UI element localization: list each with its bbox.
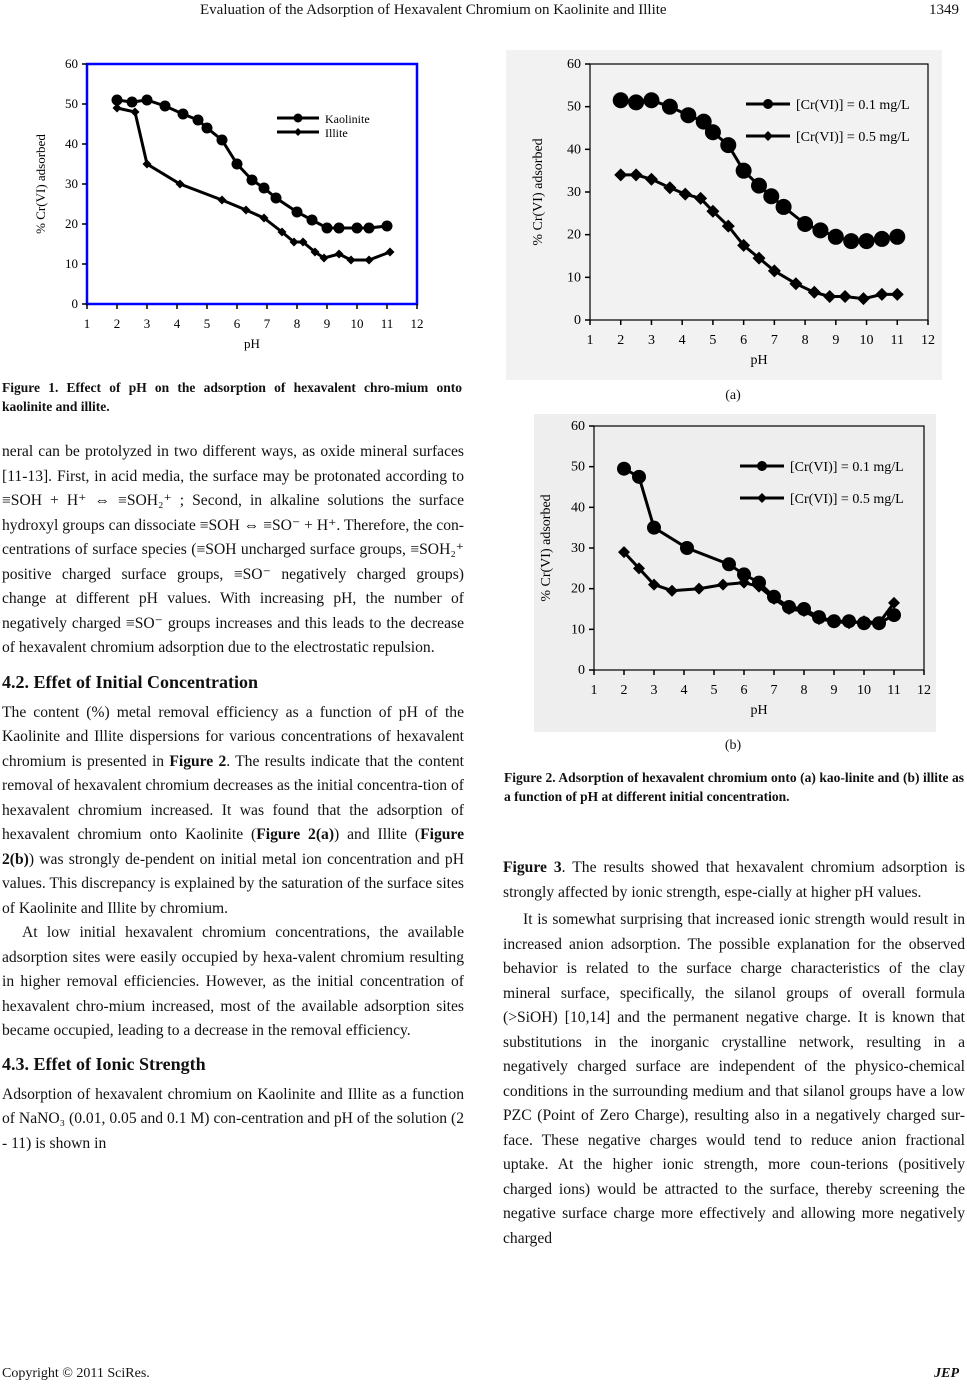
figure-2a-chart [506, 50, 942, 380]
y-tick-label: 20 [571, 581, 585, 597]
x-tick-label: 11 [887, 683, 901, 698]
y-tick-label: 0 [71, 296, 78, 311]
data-point [617, 462, 631, 476]
x-tick-label: 7 [263, 316, 271, 331]
data-point [382, 221, 393, 232]
x-axis-label: pH [750, 703, 768, 718]
data-point [643, 92, 659, 108]
data-point [365, 256, 374, 265]
y-tick-label: 10 [571, 622, 585, 638]
x-tick-label: 4 [173, 316, 181, 331]
paragraph: Figure 3. The results showed that hexavalent chromium adsorption is strongly affected by ionic strength, espe-cially at higher pH values. [503, 859, 965, 901]
data-point [720, 137, 736, 153]
x-tick-label: 6 [740, 333, 748, 348]
data-point [680, 107, 696, 123]
y-axis-label: % Cr(VI) adsorbed [539, 494, 554, 602]
y-tick-label: 50 [567, 99, 581, 115]
data-point [628, 94, 644, 110]
y-tick-label: 60 [65, 56, 78, 71]
x-tick-label: 8 [801, 333, 809, 348]
y-tick-label: 50 [571, 459, 585, 475]
data-point [386, 248, 395, 257]
x-tick-label: 8 [800, 683, 808, 698]
data-point [705, 124, 721, 140]
legend-label: [Cr(VI)] = 0.1 mg/L [796, 98, 910, 113]
figure-1-chart [30, 52, 470, 374]
legend-label: [Cr(VI)] = 0.5 mg/L [796, 130, 910, 145]
legend-marker [294, 114, 303, 123]
y-tick-label: 40 [65, 136, 78, 151]
x-tick-label: 3 [650, 683, 658, 698]
x-tick-label: 11 [380, 316, 394, 331]
legend-label: [Cr(VI)] = 0.5 mg/L [790, 492, 904, 507]
y-tick-label: 40 [571, 500, 585, 516]
y-tick-label: 0 [578, 663, 585, 678]
x-tick-label: 5 [203, 316, 211, 331]
legend-label: Kaolinite [325, 112, 370, 126]
x-tick-label: 2 [620, 683, 628, 698]
x-tick-label: 7 [770, 333, 778, 348]
left-column [2, 440, 464, 1156]
data-point [232, 159, 243, 170]
legend-label: Illite [325, 126, 348, 140]
y-tick-label: 20 [567, 227, 581, 243]
x-tick-label: 8 [293, 316, 301, 331]
paragraph: At low initial hexavalent chromium concentrations, the available adsorption sites were easily occupied by hexa-valent chromium resulting in higher removal efficiencies. However, as the initial concentration of hexavalent chro-mium increased, most of the available adsorption sites became occupied, leading to a decrease in the removal efficiency. [2, 924, 464, 1039]
data-point [178, 109, 189, 120]
footer-copyright: Copyright © 2011 SciRes. [2, 1366, 150, 1381]
legend-marker [294, 128, 302, 136]
data-point [242, 206, 251, 215]
y-tick-label: 40 [567, 142, 581, 158]
y-tick-label: 30 [571, 541, 585, 556]
figure-3-link[interactable]: Figure 3 [503, 859, 562, 876]
data-point [217, 135, 228, 146]
x-tick-label: 9 [323, 316, 331, 331]
y-tick-label: 20 [65, 216, 78, 231]
figure-2-caption: Figure 2. Adsorption of hexavalent chromium onto (a) kao-linite and (b) illite as a function of pH at different initial concentration. [504, 770, 964, 804]
data-point [127, 97, 138, 108]
y-tick-label: 30 [567, 185, 581, 200]
data-point [334, 223, 345, 234]
running-title: Evaluation of the Adsorption of Hexavalent Chromium on Kaolinite and Illite [200, 2, 667, 18]
data-point [613, 92, 629, 108]
y-tick-label: 50 [65, 96, 78, 111]
legend-marker [757, 461, 767, 471]
data-point [751, 178, 767, 194]
data-point [647, 521, 661, 535]
section-heading-4-3: 4.3. Effet of Ionic Strength [2, 1053, 206, 1074]
x-tick-label: 2 [113, 316, 121, 331]
data-point [776, 199, 792, 215]
x-tick-label: 2 [617, 333, 625, 348]
data-point [889, 229, 905, 245]
figure-2-link[interactable]: Figure 2 [169, 752, 227, 770]
data-point [202, 123, 213, 134]
x-tick-label: 10 [857, 683, 871, 698]
data-point [874, 231, 890, 247]
data-point [113, 104, 122, 113]
x-tick-label: 1 [83, 316, 91, 331]
figure-2b-chart [534, 414, 936, 732]
y-tick-label: 60 [571, 419, 585, 434]
x-tick-label: 5 [710, 683, 718, 698]
figure-2a-label: (a) [725, 388, 741, 403]
y-axis-label: % Cr(VI) adsorbed [531, 138, 546, 246]
data-point [828, 229, 844, 245]
data-point [632, 470, 646, 484]
legend-marker [763, 99, 773, 109]
x-tick-label: 10 [859, 333, 874, 348]
data-point [218, 196, 227, 205]
paragraph: neral can be protolyzed in two different ways, as oxide mineral surfaces [11-13]. First, in acid media, the surface may be protonated according to ≡SOH + H⁺ ⇔ ≡SOH₂⁺ ; Second, in alkaline solutions the surface hydroxyl groups can dissociate ≡SOH ⇔ ≡SO⁻ + H⁺. Therefore, the con-centrations of surface species (≡SOH uncharged surface groups, ≡SOH₂⁺ positive charged surface groups, ≡SO⁻ negatively charged groups) change at different pH values. With increasing pH, the number of negatively charged ≡SO⁻ groups increases and this leads to the decrease of hexavalent chromium adsorption due to the electrostatic repulsion. [2, 443, 464, 656]
data-point [797, 216, 813, 232]
x-tick-label: 4 [678, 333, 686, 348]
data-point [722, 557, 736, 571]
data-point [843, 233, 859, 249]
data-point [859, 233, 875, 249]
data-point [247, 175, 258, 186]
y-axis-label: % Cr(VI) adsorbed [33, 134, 48, 234]
footer-journal: JEP [934, 1366, 959, 1381]
x-tick-label: 12 [921, 333, 935, 348]
data-point [307, 215, 318, 226]
legend-label: [Cr(VI)] = 0.1 mg/L [790, 460, 904, 475]
figure-1-caption: Figure 1. Effect of pH on the adsorption of hexavalent chro-mium onto kaolinite and illite. [2, 380, 462, 414]
data-point [193, 115, 204, 126]
x-tick-label: 5 [709, 333, 717, 348]
x-tick-label: 1 [586, 333, 594, 348]
x-tick-label: 10 [350, 316, 364, 331]
data-point [680, 541, 694, 555]
paragraph: The content (%) metal removal efficiency as a function of pH of the Kaolinite and Illite dispersions for various concentrations of hexavalent chromium is presented in Figure 2. The results indicate that the content removal of hexavalent chromium decreases as the initial concentra-tion of hexavalent chromium increased. It was found that the adsorption of hexavalent chromium onto Kaolinite (Figure 2(a)) and Illite (Figure 2(b)) was strongly de-pendent on initial metal ion concentration and pH values. This discrepancy is explained by the saturation of the surface sites of Kaolinite and Illite by chromium. [2, 703, 464, 917]
x-tick-label: 6 [233, 316, 241, 331]
data-point [736, 163, 752, 179]
data-point [160, 101, 171, 112]
x-tick-label: 6 [740, 683, 748, 698]
page-number: 1349 [929, 2, 959, 18]
y-tick-label: 30 [65, 176, 78, 191]
data-point [352, 223, 363, 234]
y-tick-label: 10 [65, 256, 78, 271]
y-tick-label: 60 [567, 57, 581, 72]
x-tick-label: 3 [647, 333, 655, 348]
x-axis-label: pH [750, 353, 768, 368]
data-point [142, 95, 153, 106]
x-tick-label: 4 [680, 683, 688, 698]
paragraph: Adsorption of hexavalent chromium on Kaolinite and Illite as a function of NaNO₃ (0.01, 0.05 and 0.1 M) con-centration and pH of the solution (2 - 11) is shown in [2, 1085, 464, 1152]
y-tick-label: 0 [574, 313, 581, 328]
x-tick-label: 3 [143, 316, 151, 331]
figure-2b-link[interactable]: Figure 2(b) [2, 826, 464, 868]
figure-2a-link[interactable]: Figure 2(a) [256, 826, 335, 843]
x-tick-label: 9 [832, 333, 840, 348]
section-heading-4-2: 4.2. Effet of Initial Concentration [2, 671, 258, 692]
data-point [322, 223, 333, 234]
x-tick-label: 11 [890, 333, 905, 348]
data-point [763, 188, 779, 204]
data-point [812, 222, 828, 238]
x-tick-label: 1 [590, 683, 598, 698]
right-column [503, 856, 965, 1251]
x-tick-label: 9 [830, 683, 838, 698]
y-tick-label: 10 [567, 270, 581, 286]
data-point [292, 207, 303, 218]
data-point [364, 223, 375, 234]
paragraph: It is somewhat surprising that increased ionic strength would result in increased anion adsorption. The possible explanation for the observed behavior is related to the surface charge characteristics of the clay mineral surface, specifically, the silanol groups of overall formula (>SiOH) [10,14] and the permanent negative charge. It is known that substitutions in the inorganic crystalline network, resulting in a negatively charged surface are independent of the physico-chemical conditions in the surrounding medium and that silanol groups have a low PZC (Point of Zero Charge), resulting also in a negatively charged sur-face. These negative charges would tend to reduce anion fractional uptake. At the higher ionic strength, more coun-terions (positively charged ions) would be attracted to the surface, thereby screening the negative surface charge more effectively and allowing more negatively charged [503, 911, 965, 1247]
x-tick-label: 12 [410, 316, 424, 331]
data-point [662, 99, 678, 115]
data-point [271, 193, 282, 204]
x-tick-label: 12 [917, 683, 931, 698]
data-point [131, 108, 140, 117]
figure-2b-label: (b) [724, 738, 742, 753]
data-point [259, 183, 270, 194]
x-tick-label: 7 [770, 683, 778, 698]
x-axis-label: pH [244, 336, 260, 351]
